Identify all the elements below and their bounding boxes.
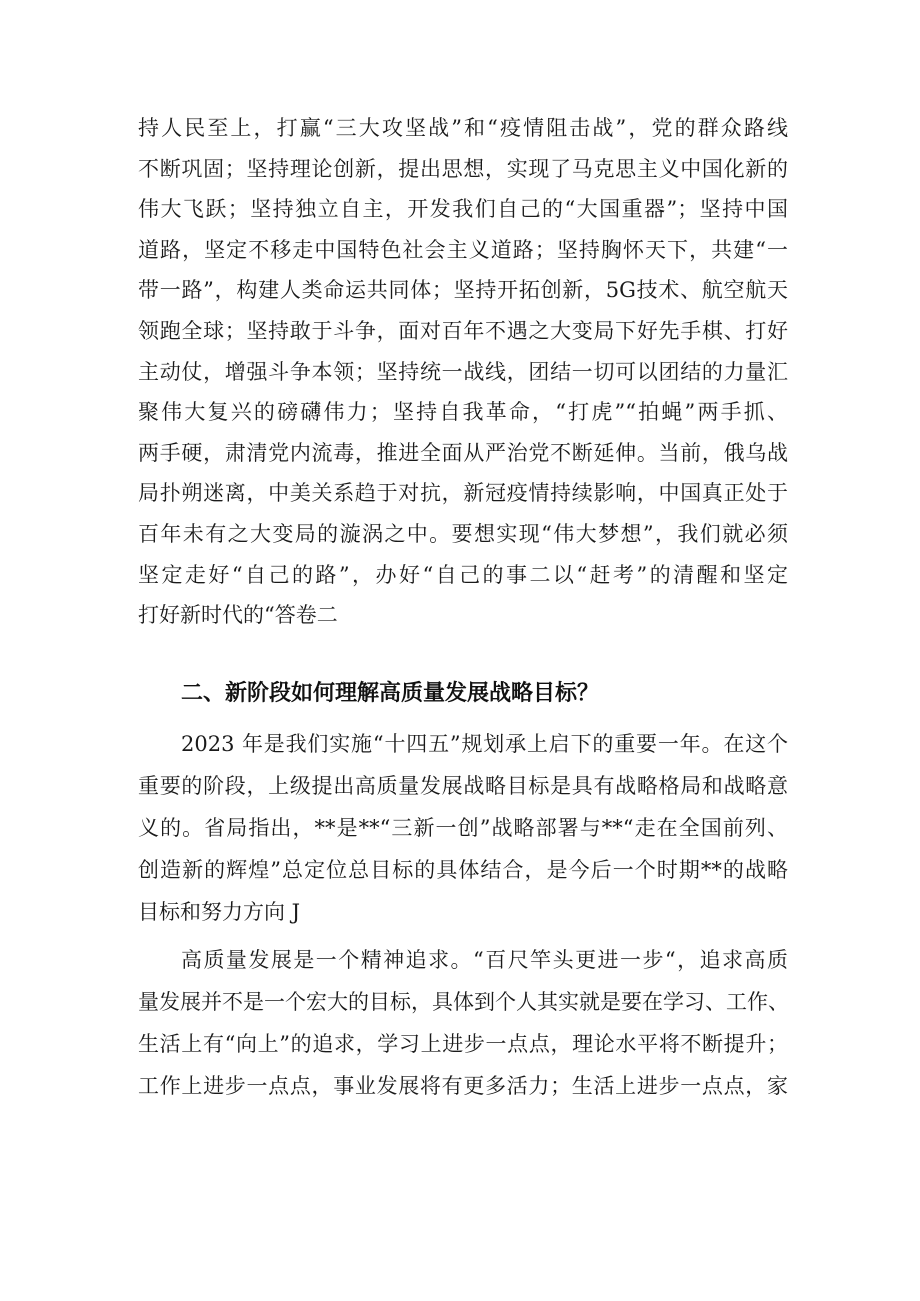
text-line: 重要的阶段，上级提出高质量发展战略目标是具有战略格局和战略意 [138,774,788,798]
text-line: 两手硬，肃清党内流毒，推进全面从严治党不断延伸。当前，俄乌战 [138,441,788,465]
text-line: 打好新时代的“答卷二 [138,603,338,627]
text-line: 目标和努力方向 J [138,900,301,924]
text-line: 量发展并不是一个宏大的目标，具体到个人其实就是要在学习、工作、 [138,990,789,1014]
text-line: 坚定走好“自己的路”，办好“自己的事二以“赶考”的清醒和坚定 [138,563,788,587]
text-line: 生活上有“向上”的追求，学习上进步一点点，理论水平将不断提升； [138,1032,788,1056]
text-line: 持人民至上，打赢“三大攻坚战”和“疫情阻击战”，党的群众路线 [138,116,788,140]
text-line: 聚伟大复兴的磅礴伟力；坚持自我革命，“打虎”“拍蝇”两手抓、 [138,400,788,424]
text-line: 伟大飞跃；坚持独立自主，开发我们自己的“大国重器”；坚持中国 [138,197,788,221]
section-heading: 二、新阶段如何理解高质量发展战略目标？ [181,681,600,706]
text-line: 道路，坚定不移走中国特色社会主义道路；坚持胸怀天下，共建“一 [138,238,788,262]
text-line: 局扑朔迷离，中美关系趋于对抗，新冠疫情持续影响，中国真正处于 [138,481,788,505]
text-line: 领跑全球；坚持敢于斗争，面对百年不遇之大变局下好先手棋、打好 [138,319,788,343]
text-line: 义的。省局指出，**是**“三新一创”战略部署与**“走在全国前列、 [138,816,788,840]
text-line: 带一路”，构建人类命运共同体；坚持开拓创新，5G技术、航空航天 [138,278,788,302]
text-line: 高质量发展是一个精神追求。“百尺竿头更进一步“，追求高质 [181,948,788,972]
text-line: 主动仗，增强斗争本领；坚持统一战线，团结一切可以团结的力量汇 [138,360,788,384]
text-line: 不断巩固；坚持理论创新，提出思想，实现了马克思主义中国化新的 [138,157,788,181]
text-line: 百年未有之大变局的漩涡之中。要想实现“伟大梦想”，我们就必须 [138,522,788,546]
text-line: 2023 年是我们实施“十四五”规划承上启下的重要一年。在这个 [181,732,788,756]
text-line: 工作上进步一点点，事业发展将有更多活力；生活上进步一点点，家 [138,1074,788,1098]
text-line: 创造新的辉煌”总定位总目标的具体结合，是今后一个时期**的战略 [138,858,788,882]
